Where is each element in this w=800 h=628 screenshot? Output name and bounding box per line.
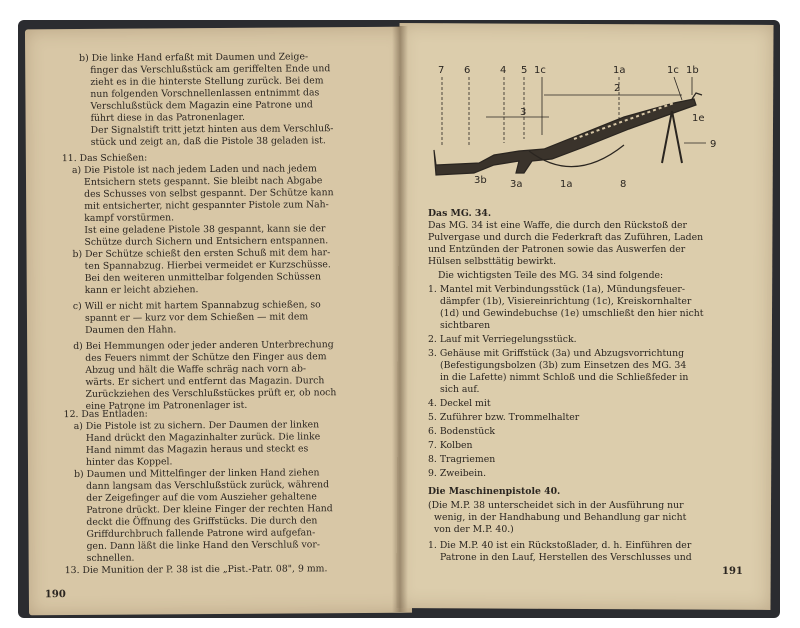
text-line: Pulvergase und durch die Federkraft das Zuführen, Laden	[428, 232, 704, 243]
text-line: stück und zeigt an, daß die Pistole 38 geladen ist.	[90, 135, 326, 148]
text-line: der Zeigefinger auf die vom Auszieher gehaltene	[86, 491, 317, 504]
parts-line: 6. Bodenstück	[428, 426, 496, 437]
text-line: a) Die Pistole ist nach jedem Laden und nach jedem	[71, 163, 317, 177]
text-line: kampf vorstürmen.	[84, 212, 175, 224]
label-2: 2	[614, 83, 621, 94]
label-1b: 1b	[686, 65, 699, 76]
mg34-body-shape	[434, 99, 696, 175]
label-3a: 3a	[510, 179, 523, 190]
front-sight	[692, 93, 702, 99]
text-line: wenig, in der Handhabung und Behandlung gar nicht	[434, 512, 687, 523]
parts-line: (Befestigungsbolzen (3b) zum Einsetzen des MG. 34	[440, 360, 687, 371]
text-line: Patrone drückt. Der kleine Finger der rechten Hand	[86, 503, 333, 516]
text-line: Schütze durch Sichern und Entsichern entspannen.	[84, 235, 329, 248]
parts-line: dämpfer (1b), Visiereinrichtung (1c), Kreiskornhalter	[440, 296, 692, 307]
text-line: (Die M.P. 38 unterscheidet sich in der Ausführung nur	[428, 500, 684, 511]
text-line: des Feuers nimmt der Schütze den Finger aus dem	[85, 351, 327, 364]
text-line: 1. Die M.P. 40 ist ein Rückstoßlader, d. h. Einführen der	[428, 540, 692, 551]
text-line: c) Will er nicht mit hartem Spannabzug schießen, so	[72, 299, 321, 313]
text-line: Ist eine geladene Pistole 38 gespannt, kann sie der	[84, 223, 326, 236]
label-1a-bottom: 1a	[560, 179, 573, 190]
text-line: finger das Verschlußstück am geriffelten Ende und	[90, 63, 331, 76]
section-title: Die Maschinenpistole 40.	[428, 486, 561, 497]
text-line: dann langsam das Verschlußstück zurück, während	[86, 479, 330, 492]
parts-line: 8. Tragriemen	[428, 454, 496, 465]
text-line: führt diese in das Patronenlager.	[90, 111, 245, 124]
text-line: Hülsen selbsttätig bewirkt.	[428, 256, 557, 267]
text-line: Griffdurchbruch fallende Patrone wird aufgefan-	[86, 527, 316, 540]
label-3b: 3b	[474, 175, 487, 186]
book-gutter	[392, 26, 408, 612]
text-line: nun folgenden Vorschnellenlassen entnimmt das	[90, 87, 320, 100]
text-line: a) Die Pistole ist zu sichern. Der Daumen der linken	[73, 419, 320, 433]
parts-line: 7. Kolben	[428, 440, 473, 451]
text-line: gen. Dann läßt die linke Hand den Verschluß vor-	[86, 539, 320, 552]
parts-line: in die Lafette) nimmt Schloß und die Schließfeder in	[440, 372, 689, 383]
text-line: von der M.P. 40.)	[434, 524, 514, 535]
text-line: zieht es in die hinterste Stellung zurück. Bei dem	[90, 75, 324, 88]
text-line: eine Patrone im Patronenlager ist.	[85, 399, 248, 412]
label-1c-top: 1c	[534, 65, 546, 76]
section-heading: 11. Das Schießen:	[61, 152, 148, 165]
text-line: b) Die linke Hand erfaßt mit Daumen und Zeige-	[79, 51, 309, 64]
parts-heading: Die wichtigsten Teile des MG. 34 sind folgende:	[438, 270, 664, 281]
label-1a-top: 1a	[613, 65, 626, 76]
page-number: 191	[722, 566, 743, 577]
page-number: 190	[44, 589, 66, 601]
text-line: Hand drückt den Magazinhalter zurück. Die linke	[85, 431, 321, 444]
parts-line: 3. Gehäuse mit Griffstück (3a) und Abzugsvorrichtung	[428, 348, 685, 359]
text-line: mit entsicherter, nicht gespannter Pistole zum Nah-	[84, 199, 329, 212]
label-4: 4	[500, 65, 507, 76]
text-line: spannt er — kurz vor dem Schießen — mit dem	[84, 311, 309, 324]
label-8: 8	[620, 179, 627, 190]
label-5: 5	[521, 65, 528, 76]
text-line: Das MG. 34 ist eine Waffe, die durch den Rückstoß der	[428, 220, 688, 231]
text-line: Verschlußstück dem Magazin eine Patrone und	[90, 99, 313, 112]
text-line: ten Spannabzug. Hierbei vermeidet er Kurzschüsse.	[84, 259, 331, 272]
label-1c-right: 1c	[667, 65, 679, 76]
text-line: hinter das Koppel.	[85, 456, 173, 468]
text-line: b) Daumen und Mittelfinger der linken Hand ziehen	[74, 467, 320, 481]
text-line: d) Bei Hemmungen oder jeder anderen Unterbrechung	[73, 339, 334, 353]
text-line: Bei den weiteren unmittelbar folgenden Schüssen	[84, 271, 321, 284]
text-line: Hand nimmt das Magazin heraus und steckt es	[85, 443, 309, 456]
parts-line: (1d) und Gewindebuchse (1e) umschließt den hier nicht	[440, 308, 704, 319]
label-6: 6	[464, 65, 471, 76]
text-line: Daumen den Hahn.	[85, 324, 177, 336]
text-line: Patrone in den Lauf, Herstellen des Verschlusses und	[440, 552, 692, 563]
mg34-diagram	[424, 55, 734, 200]
text-line: und Entzünden der Patronen sowie das Auswerfen der	[428, 244, 686, 255]
label-7: 7	[438, 65, 445, 76]
text-line: Der Signalstift tritt jetzt hinten aus dem Verschluß-	[90, 123, 334, 136]
label-3: 3	[520, 107, 527, 118]
parts-line: 5. Zuführer bzw. Trommelhalter	[428, 412, 580, 423]
text-line: Abzug und hält die Waffe schräg nach vorn ab-	[85, 363, 307, 376]
text-line: deckt die Öffnung des Griffstücks. Die durch den	[86, 515, 318, 528]
bipod-legs	[662, 111, 682, 163]
parts-line: 2. Lauf mit Verriegelungsstück.	[428, 334, 577, 345]
parts-line: sich auf.	[440, 384, 480, 395]
label-9: 9	[710, 139, 717, 150]
section-13-munition: 13. Die Munition der P. 38 ist die „Pist.-Patr. 08", 9 mm.	[64, 563, 328, 577]
left-page	[25, 27, 412, 616]
label-1e: 1e	[692, 113, 705, 124]
text-line: Zurückziehen des Verschlußstückes prüft er, ob noch	[85, 387, 337, 400]
parts-line: 9. Zweibein.	[428, 468, 487, 479]
text-line: des Schusses von selbst gespannt. Der Schütze kann	[84, 187, 334, 200]
text-line: Entsichern stets gespannt. Sie bleibt nach Abgabe	[83, 175, 323, 188]
section-heading: 12. Das Entladen:	[63, 408, 148, 421]
section-title: Das MG. 34.	[428, 208, 492, 219]
parts-line: sichtbaren	[440, 320, 491, 331]
text-line: kann er leicht abziehen.	[84, 284, 199, 296]
parts-line: 1. Mantel mit Verbindungsstück (1a), Mündungsfeuer-	[428, 284, 685, 295]
text-line: schnellen.	[86, 552, 135, 564]
text-line: wärts. Er sichert und entfernt das Magazin. Durch	[85, 375, 325, 388]
parts-line: 4. Deckel mit	[428, 398, 491, 409]
text-line: b) Der Schütze schießt den ersten Schuß mit dem har-	[72, 247, 331, 261]
